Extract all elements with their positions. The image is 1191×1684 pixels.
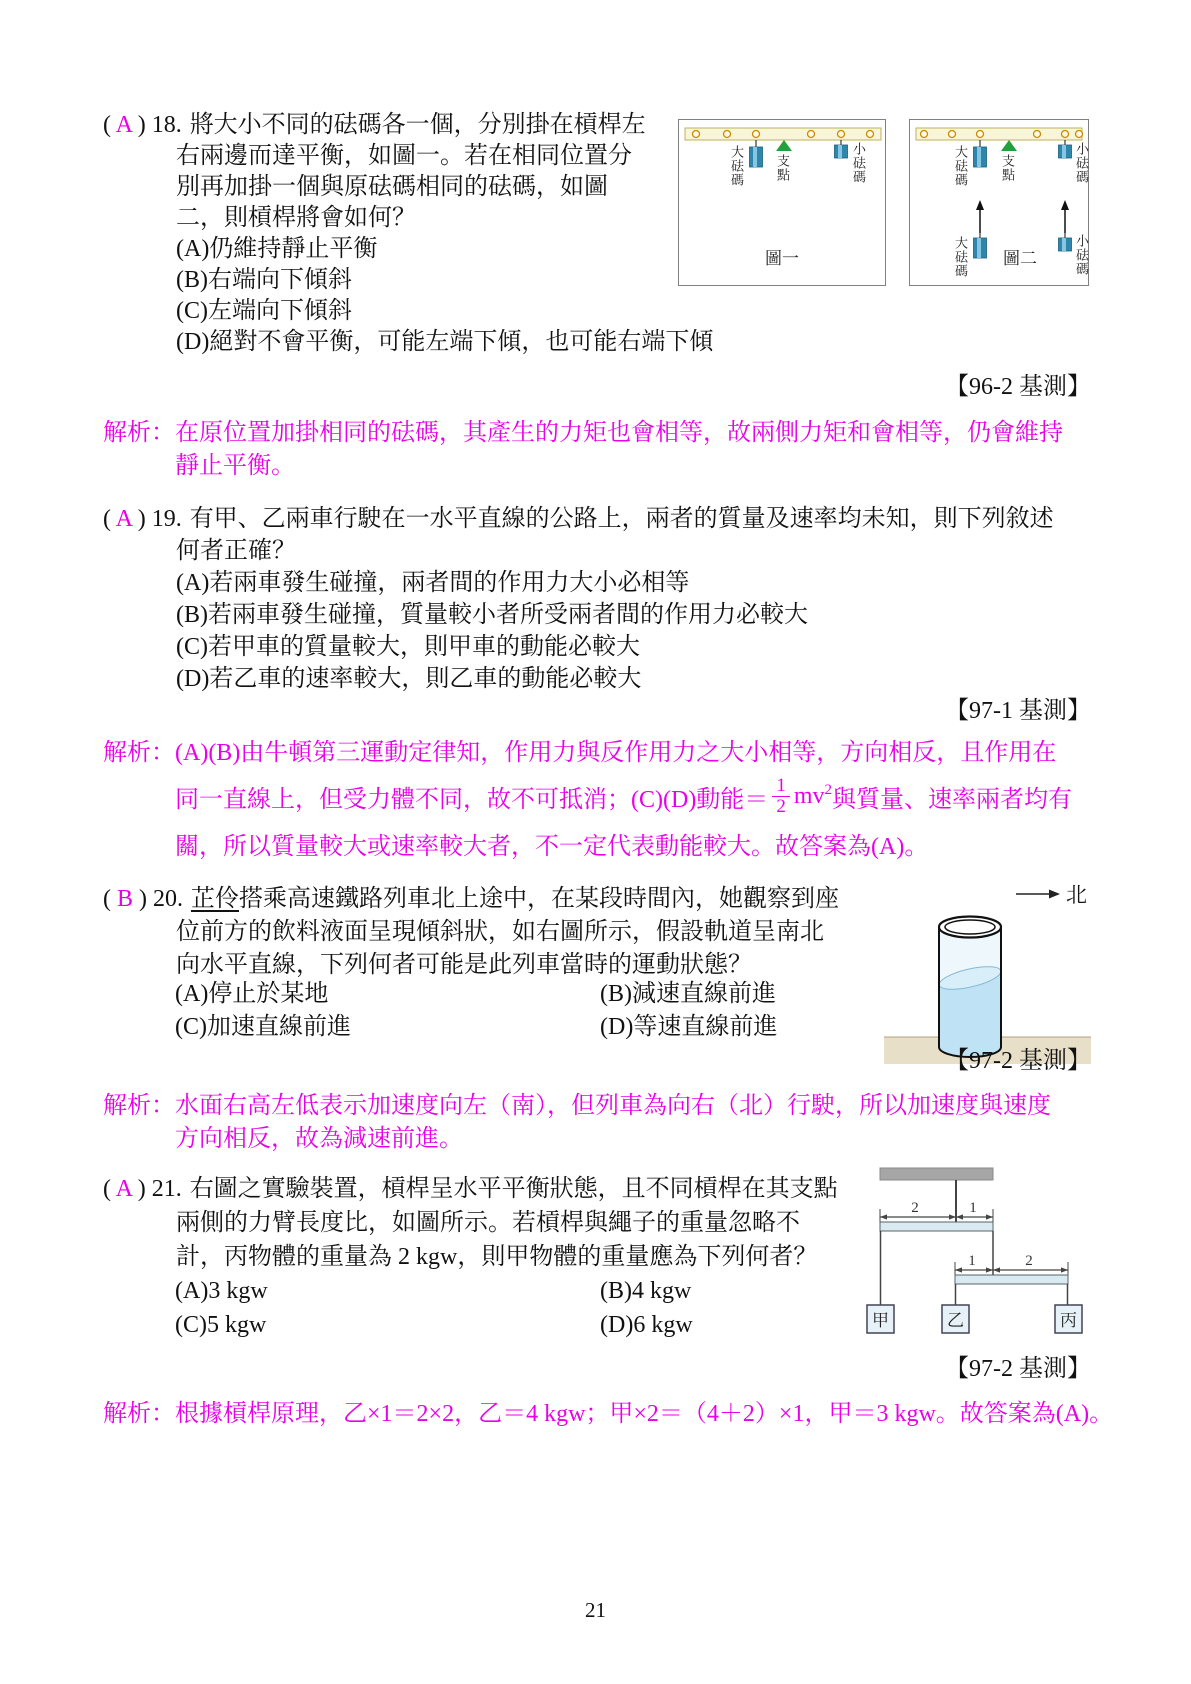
answer-marker: ( A ) (103, 1176, 152, 1202)
source-tag-97-2-a: 【97-2 基測】 (945, 1048, 1091, 1074)
question-21-line-1 (103, 1172, 838, 1206)
figure-caption: 圖一 (765, 249, 799, 268)
figure-balance-2 (909, 119, 1089, 286)
question-20 (103, 883, 839, 982)
option-c: (C)若甲車的質量較大，則甲車的動能必較大 (176, 634, 640, 660)
student-name: 芷伶 (191, 886, 240, 912)
analysis-label: 解析： (103, 1401, 175, 1427)
answer-marker: ( A ) (103, 506, 152, 532)
fulcrum-triangle-icon (1001, 140, 1017, 151)
dim-label: 1 (969, 1200, 977, 1216)
analysis-19-line-3: 關，所以質量較大或速率較大者，不一定代表動能較大。故答案為(A)。 (175, 834, 929, 860)
question-18-line-1 (103, 110, 713, 141)
fulcrum-triangle-icon (776, 140, 792, 151)
question-20-options (175, 978, 777, 1044)
source-tag-97-1: 【97-1 基測】 (945, 698, 1091, 724)
question-number: 18. (151, 112, 182, 138)
option-c: (C)5 kgw (175, 1312, 267, 1338)
lower-lever-icon (955, 1275, 1068, 1284)
option-d: (D)絕對不會平衡，可能左端下傾，也可能右端下傾 (176, 329, 714, 355)
fraction-one-half: $\frac{1}{2}$ (772, 776, 790, 817)
stem-text: 將大小不同的砝碼各一個，分別掛在槓桿左 (189, 112, 646, 138)
page-number: 21 (585, 1598, 606, 1622)
option-d: (D)等速直線前進 (600, 1014, 778, 1040)
large-weight-label: 大砝碼 (729, 145, 744, 187)
stem-text: 有甲、乙兩車行駛在一水平直線的公路上，兩者的質量及速率均未知，則下列敘述 (189, 506, 1054, 532)
source-tag-97-2-b: 【97-2 基測】 (945, 1356, 1091, 1382)
object-yi-label: 乙 (947, 1311, 964, 1330)
option-a: (A)3 kgw (175, 1278, 268, 1304)
dim-label: 2 (1025, 1253, 1033, 1269)
stem-text: 別再加掛一個與原砝碼相同的砝碼，如圖 (176, 174, 608, 200)
analysis-19-line-2: 同一直線上，但受力體不同，故不可抵消；(C)(D)動能＝ $\frac{1}{2}$ $mv^2$ 與質量、速率兩者均有 (175, 774, 1072, 817)
question-number: 20. (153, 886, 184, 912)
ceiling-icon (880, 1168, 993, 1180)
north-label: 北 (1066, 883, 1087, 907)
analysis-18: 解析：在原位置加掛相同的砝碼，其產生的力矩也會相等，故兩側力矩和會相等，仍會維持 靜止平衡。 (103, 417, 1063, 483)
option-b: (B)右端向下傾斜 (176, 267, 352, 293)
answer-marker: ( A ) (103, 112, 152, 138)
small-weight-label: 小砝碼 (851, 142, 866, 184)
object-jia-label: 甲 (872, 1311, 889, 1330)
stem-text: 位前方的飲料液面呈現傾斜狀，如右圖所示，假設軌道呈南北 (176, 919, 824, 945)
question-19 (103, 503, 1054, 695)
option-d: (D)6 kgw (600, 1312, 693, 1338)
analysis-label: 解析： (103, 740, 175, 766)
lever-diagram (845, 1160, 1095, 1342)
question-21 (103, 1172, 838, 1274)
option-b: (B)4 kgw (600, 1278, 692, 1304)
stem-text: 計，丙物體的重量為 2 kgw，則甲物體的重量應為下列何者？ (176, 1244, 818, 1270)
source-tag-96-2: 【96-2 基測】 (945, 374, 1091, 400)
analysis-19-line-1: 解析：(A)(B)由牛頓第三運動定律知，作用力與反作用力之大小相等，方向相反，且作用在 (103, 737, 1056, 770)
stem-text: 右圖之實驗裝置，槓桿呈水平平衡狀態，且不同槓桿在其支點 (189, 1176, 838, 1202)
stem-text: 二，則槓桿將會如何？ (176, 205, 416, 231)
analysis-21: 解析：根據槓桿原理，乙×1＝2×2，乙＝4 kgw；甲×2＝（4＋2）×1，甲＝3 kgw。故答案為(A)。 (103, 1398, 1113, 1431)
pivot-label: 支點 (775, 154, 790, 182)
option-a: (A)仍維持靜止平衡 (176, 236, 378, 262)
figure-caption: 圖二 (1003, 249, 1037, 268)
dim-label: 2 (911, 1200, 919, 1216)
added-large-weight-label: 大砝碼 (953, 236, 968, 278)
answer-marker: ( B ) (103, 886, 154, 912)
answer-letter: A (115, 506, 132, 532)
option-c: (C)加速直線前進 (175, 1014, 351, 1040)
object-bing-label: 丙 (1060, 1311, 1077, 1330)
figure-lever (845, 1160, 1095, 1342)
question-number: 19. (151, 506, 182, 532)
option-d: (D)若乙車的速率較大，則乙車的動能必較大 (176, 666, 642, 692)
question-20-line-1 (103, 883, 839, 916)
figure-balance-1 (678, 119, 886, 286)
analysis-label: 解析： (103, 1093, 175, 1119)
analysis-20: 解析：水面右高左低表示加速度向左（南），但列車為向右（北）行駛，所以加速度與速度 方向相反，故為減速前進。 (103, 1090, 1051, 1156)
question-21-options (175, 1274, 693, 1342)
question-number: 21. (151, 1176, 182, 1202)
stem-text: 向水平直線，下列何者可能是此列車當時的運動狀態？ (176, 952, 752, 978)
large-weight-label: 大砝碼 (953, 145, 968, 187)
upper-lever-icon (880, 1222, 993, 1231)
answer-letter: B (117, 886, 134, 912)
question-19-line-1 (103, 503, 1054, 535)
answer-letter: A (115, 112, 132, 138)
analysis-label: 解析： (103, 420, 175, 446)
stem-text: 兩側的力臂長度比，如圖所示。若槓桿與繩子的重量忽略不 (176, 1210, 800, 1236)
question-18 (103, 110, 713, 358)
small-weight-label: 小砝碼 (1074, 142, 1089, 184)
answer-letter: A (115, 1176, 132, 1202)
option-a: (A)停止於某地 (175, 981, 329, 1007)
added-small-weight-label: 小砝碼 (1074, 234, 1089, 276)
stem-text: 搭乘高速鐵路列車北上途中，在某段時間內，她觀察到座 (239, 886, 840, 912)
dim-label: 1 (968, 1253, 976, 1269)
option-a: (A)若兩車發生碰撞，兩者間的作用力大小必相等 (176, 570, 690, 596)
stem-text: 右兩邊而達平衡，如圖一。若在相同位置分 (176, 143, 632, 169)
option-b: (B)若兩車發生碰撞，質量較小者所受兩者間的作用力必較大 (176, 602, 808, 628)
option-c: (C)左端向下傾斜 (176, 298, 352, 324)
option-b: (B)減速直線前進 (600, 981, 776, 1007)
pivot-label: 支點 (1000, 154, 1015, 182)
stem-text: 何者正確？ (176, 538, 296, 564)
